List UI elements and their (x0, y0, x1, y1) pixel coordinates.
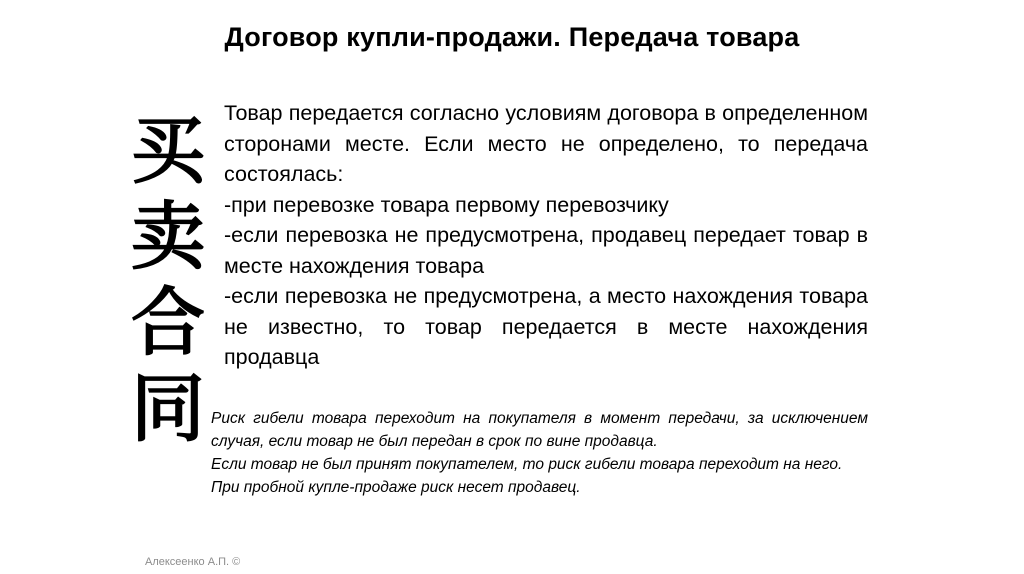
risk-paragraph: Если товар не был принят покупателем, то риск гибели товара переходит на него. (211, 456, 843, 473)
slide-title: Договор купли-продажи. Передача товара (224, 22, 800, 52)
cjk-vertical-text (125, 108, 211, 452)
paragraph: Товар передается согласно условиям договора в определенном сторонами месте. Если место не определено, то передача состоялась: (224, 101, 868, 186)
cjk-char: 买 (131, 108, 205, 194)
risk-paragraph: Риск гибели товара переходит на покупателя в момент передачи, за исключением случая, если товар не был передан в срок по вине продавца. (211, 410, 868, 450)
risk-notes (211, 407, 868, 499)
cjk-char: 卖 (131, 194, 205, 280)
footer-copyright: Алексеенко А.П. © (145, 556, 241, 568)
cjk-char: 同 (131, 366, 205, 452)
paragraph: -если перевозка не предусмотрена, а место нахождения товара не известно, то товар передается в месте нахождения продавца (224, 284, 868, 369)
cjk-char: 合 (131, 280, 205, 366)
main-text (224, 98, 868, 373)
paragraph: -при перевозке товара первому перевозчику (224, 192, 669, 217)
risk-paragraph: При пробной купле-продаже риск несет продавец. (211, 479, 581, 496)
paragraph: -если перевозка не предусмотрена, продавец передает товар в месте нахождения товара (224, 223, 868, 278)
